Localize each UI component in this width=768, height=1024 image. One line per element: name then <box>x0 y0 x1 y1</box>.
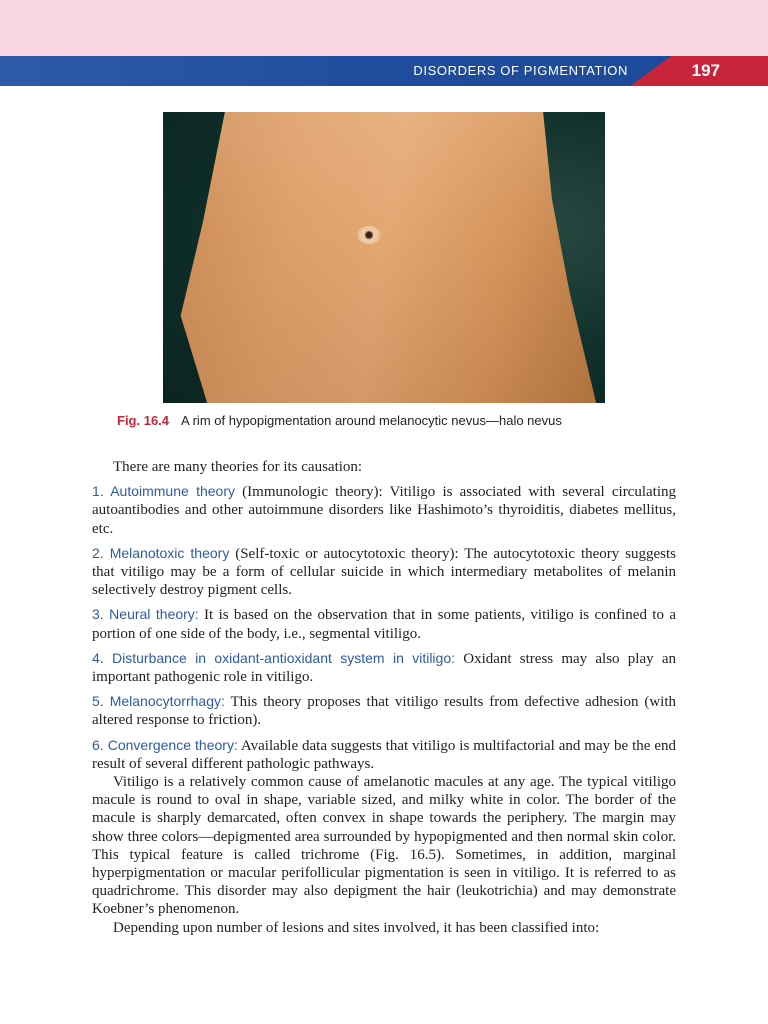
vitiligo-paragraph: Vitiligo is a relatively common cause of amelanotic macules at any age. The typical vitiligo macule is round to oval in shape, variable sized, and milky white in color. The border of the macule is sharply demarcated, often convex in shape towards the periphery. The margin may show three colors—depigmented area surrounded by hypopigmented and then normal skin color. This typical feature is called trichrome (Fig. 16.5). Sometimes, in addition, marginal hyperpigmentation or macular perifollicular pigmentation is seen in vitiligo. It is referred to as quadrichrome. This disorder may also depigment the hair (leukotrichia) and may demonstrate Koebner’s phenomenon. <box>92 774 676 918</box>
theory-item <box>92 482 676 538</box>
page-number: 197 <box>691 61 720 80</box>
top-margin-band <box>0 0 768 56</box>
theory-item <box>92 544 676 600</box>
theory-item <box>92 649 676 686</box>
theory-text: This theory proposes that vitiligo results from defective adhesion (with altered response to friction). <box>92 694 677 729</box>
figure-caption <box>117 413 737 428</box>
theory-text: Available data suggests that vitiligo is multifactorial and may be the end result of several different pathologic pathways. <box>92 737 676 772</box>
section-title: DISORDERS OF PIGMENTATION <box>413 63 628 78</box>
theory-term: 1. Autoimmune theory <box>92 483 236 500</box>
theory-text: (Self-toxic or autocytotoxic theory): The autocytotoxic theory suggests that vitiligo may be a form of cellular suicide in which intermediary metabolites of melanin selectively destroy pigment cells. <box>92 545 676 599</box>
figure-label: Fig. 16.4 <box>117 413 170 428</box>
theory-text: (Immunologic theory): Vitiligo is associated with several circulating autoantibodies and other autoimmune disorders like Hashimoto’s thyroiditis, diabetes mellitus, etc. <box>92 484 677 537</box>
theory-term: 2. Melanotoxic theory <box>92 544 230 561</box>
running-header <box>0 56 768 86</box>
halo-nevus-photo <box>163 112 605 403</box>
figure-caption-text: A rim of hypopigmentation around melanocytic nevus—halo nevus <box>181 413 562 428</box>
body-text <box>92 458 676 937</box>
theory-text: It is based on the observation that in some patients, vitiligo is confined to a portion of one side of the body, i.e., segmental vitiligo. <box>92 607 676 642</box>
theory-term: 3. Neural theory: <box>92 606 199 623</box>
classification-paragraph: Depending upon number of lesions and sites involved, it has been classified into: <box>113 919 600 936</box>
theory-item <box>92 605 676 642</box>
halo-nevus-lesion <box>357 226 381 244</box>
theory-term: 4. Disturbance in oxidant-antioxidant system in vitiligo: <box>92 649 456 666</box>
theory-item <box>92 692 676 729</box>
theory-term: 6. Convergence theory: <box>92 736 238 753</box>
photo-shading <box>163 112 605 403</box>
theory-term: 5. Melanocytorrhagy: <box>92 693 225 710</box>
theory-text: Oxidant stress may also play an important pathogenic role in vitiligo. <box>92 650 676 686</box>
theory-item <box>92 736 676 773</box>
intro-paragraph: There are many theories for its causation: <box>113 459 363 475</box>
